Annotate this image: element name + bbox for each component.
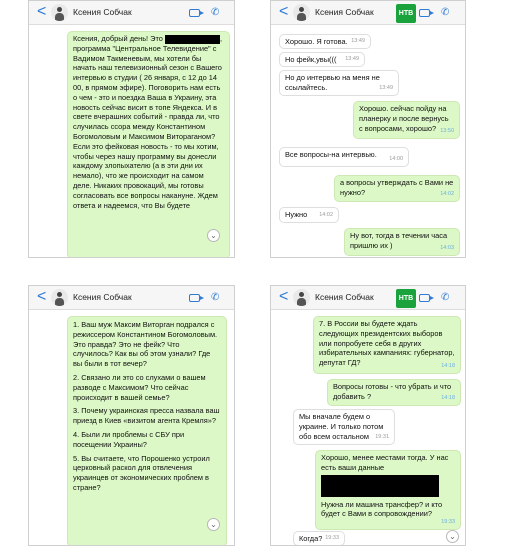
scroll-down-icon[interactable]: ⌄ — [207, 518, 220, 531]
message-time: 13:49 — [379, 85, 393, 92]
question-item: 2. Связано ли это со слухами о вашем разводе с Максимом? Что сейчас происходит в вашей семье? — [73, 372, 206, 402]
message-bubble-incoming — [293, 531, 345, 546]
chat-header — [29, 286, 234, 310]
message-bubble-incoming — [279, 70, 399, 96]
chevron-left-icon[interactable]: < — [279, 288, 289, 305]
message-time: 19:33 — [325, 535, 339, 542]
chat-header — [29, 1, 234, 25]
message-bubble-outgoing — [315, 450, 461, 530]
message-text: Но фейк,увы((( — [285, 55, 337, 64]
message-bubble-incoming — [279, 52, 365, 67]
message-text: Все вопросы-на интервью. — [285, 150, 377, 159]
chevron-left-icon[interactable]: < — [279, 3, 289, 20]
message-bubble-outgoing — [327, 379, 461, 406]
chat-screenshot-1 — [28, 0, 235, 258]
chevron-left-icon[interactable]: < — [37, 3, 47, 20]
message-time: 14:00 — [389, 156, 403, 163]
message-text: а вопросы утверждать с Вами не нужно? — [340, 178, 454, 197]
message-bubble-outgoing — [344, 228, 460, 256]
question-item: 5. Вы считаете, что Порошенко устроил церковный раскол для отвлечения украинцев от экономических проблем в стране? — [73, 453, 210, 492]
contact-name[interactable]: Ксения Собчак — [315, 7, 374, 17]
question-item: 3. Почему украинская пресса назвала ваш приезд в Киев «визитом агента Кремля»? — [73, 406, 220, 426]
message-text: Хорошо. Я готова. — [285, 37, 348, 46]
ntv-logo: НТВ — [396, 289, 416, 308]
avatar[interactable] — [51, 4, 68, 21]
video-camera-icon[interactable] — [419, 9, 430, 17]
phone-icon[interactable]: ✆ — [211, 7, 220, 18]
message-bubble-incoming — [279, 147, 409, 167]
message-text: Вопросы готовы - что убрать и что добавить ? — [333, 382, 452, 401]
ntv-logo: НТВ — [396, 4, 416, 23]
message-time: 14:03 — [440, 245, 454, 252]
scroll-down-icon[interactable]: ⌄ — [446, 530, 459, 543]
message-text: Но до интервью на меня не ссылайтесь. — [285, 73, 380, 92]
message-bubble-incoming — [293, 409, 395, 445]
message-bubble-outgoing — [353, 101, 460, 139]
message-time: 14:18 — [441, 395, 455, 402]
message-bubble-outgoing — [313, 316, 461, 374]
message-time: 14:02 — [440, 191, 454, 198]
contact-name[interactable]: Ксения Собчак — [73, 7, 132, 17]
message-time: 19:31 — [375, 434, 389, 441]
message-time: 13:49 — [351, 38, 365, 45]
message-bubble-outgoing — [334, 175, 460, 202]
message-text: Когда? — [299, 534, 323, 543]
chat-screenshot-4 — [270, 285, 466, 546]
message-text: , программа "Центральное Телевидение" с Вадимом Такменевым, мы хотели бы начать наш телевизионный сезон с Вашего интервью в студии ( 26 января, с 12 до 14 00, в прямом эфире). Поговорить нам есть о чем - это и поездка Ваша в Украину, эта новость сейчас висит в топе Яндекса. И в свете вчерашних событий - правда ли, что случилась ссора между Константином Богомоловым и Максимом Витораганом? Если это фейковая новость - то мы хотим, чтобы через нашу программу вы донесли каждому злопыхателю (а в эти дни их немало), что же происходит на самом деле. Никаких провокаций, мы готовы согласовать все вопросы накануне. Ждем ответа и надеемся, что Вы будете — [73, 34, 222, 210]
message-bubble-incoming — [279, 34, 371, 49]
message-text: Ксения, добрый день! Это — [73, 34, 163, 43]
message-text: Мы вначале будем о украине. И только потом обо всем остальном — [299, 412, 384, 441]
question-item: 1. Ваш муж Максим Виторган подрался с режиссером Константином Богомоловым. Это правда? Это не фейк? Что случилось? Как вы об этом узнали? Где вы были в тот вечер? — [73, 320, 218, 369]
avatar[interactable] — [51, 289, 68, 306]
message-bubble-outgoing — [67, 31, 230, 258]
chat-header — [271, 286, 465, 310]
message-time: 14:02 — [319, 212, 333, 219]
chat-header — [271, 1, 465, 25]
video-camera-icon[interactable] — [189, 9, 200, 17]
avatar[interactable] — [293, 289, 310, 306]
scroll-down-icon[interactable]: ⌄ — [207, 229, 220, 242]
message-text: Хорошо. сейчас пойду на планерку и после вернусь с вопросами, хорошо? — [359, 104, 449, 133]
censored-block — [165, 35, 220, 44]
message-time: 14:18 — [441, 363, 455, 370]
video-camera-icon[interactable] — [419, 294, 430, 302]
censored-block — [321, 475, 439, 497]
phone-icon[interactable]: ✆ — [441, 7, 450, 18]
phone-icon[interactable]: ✆ — [441, 292, 450, 303]
message-text: Ну вот, тогда в течении часа пришлю их ) — [350, 231, 448, 250]
video-camera-icon[interactable] — [189, 294, 200, 302]
message-text: Нужна ли машина трансфер? и кто будет с Вами в сопровождении? — [321, 499, 443, 519]
message-time: 19:33 — [441, 519, 455, 526]
message-text: 7. В России вы будете ждать следующих президентских выборов или попробуете себя в других избирательных кампаниях: губернатор, депутат ГД? — [319, 319, 455, 368]
contact-name[interactable]: Ксения Собчак — [73, 292, 132, 302]
message-bubble-outgoing — [67, 316, 227, 546]
chat-screenshot-3 — [28, 285, 235, 546]
message-text: Хорошо, менее местами тогда. У нас есть ваши данные — [321, 453, 449, 472]
message-time: 13:49 — [345, 56, 359, 63]
question-item: 4. Были ли проблемы с СБУ при посещении Украины? — [73, 429, 185, 449]
message-text: Нужно — [285, 210, 308, 219]
contact-name[interactable]: Ксения Собчак — [315, 292, 374, 302]
chat-screenshot-2 — [270, 0, 466, 258]
avatar[interactable] — [293, 4, 310, 21]
message-bubble-incoming — [279, 207, 339, 223]
chevron-left-icon[interactable]: < — [37, 288, 47, 305]
phone-icon[interactable]: ✆ — [211, 292, 220, 303]
message-time: 13:50 — [440, 128, 454, 135]
